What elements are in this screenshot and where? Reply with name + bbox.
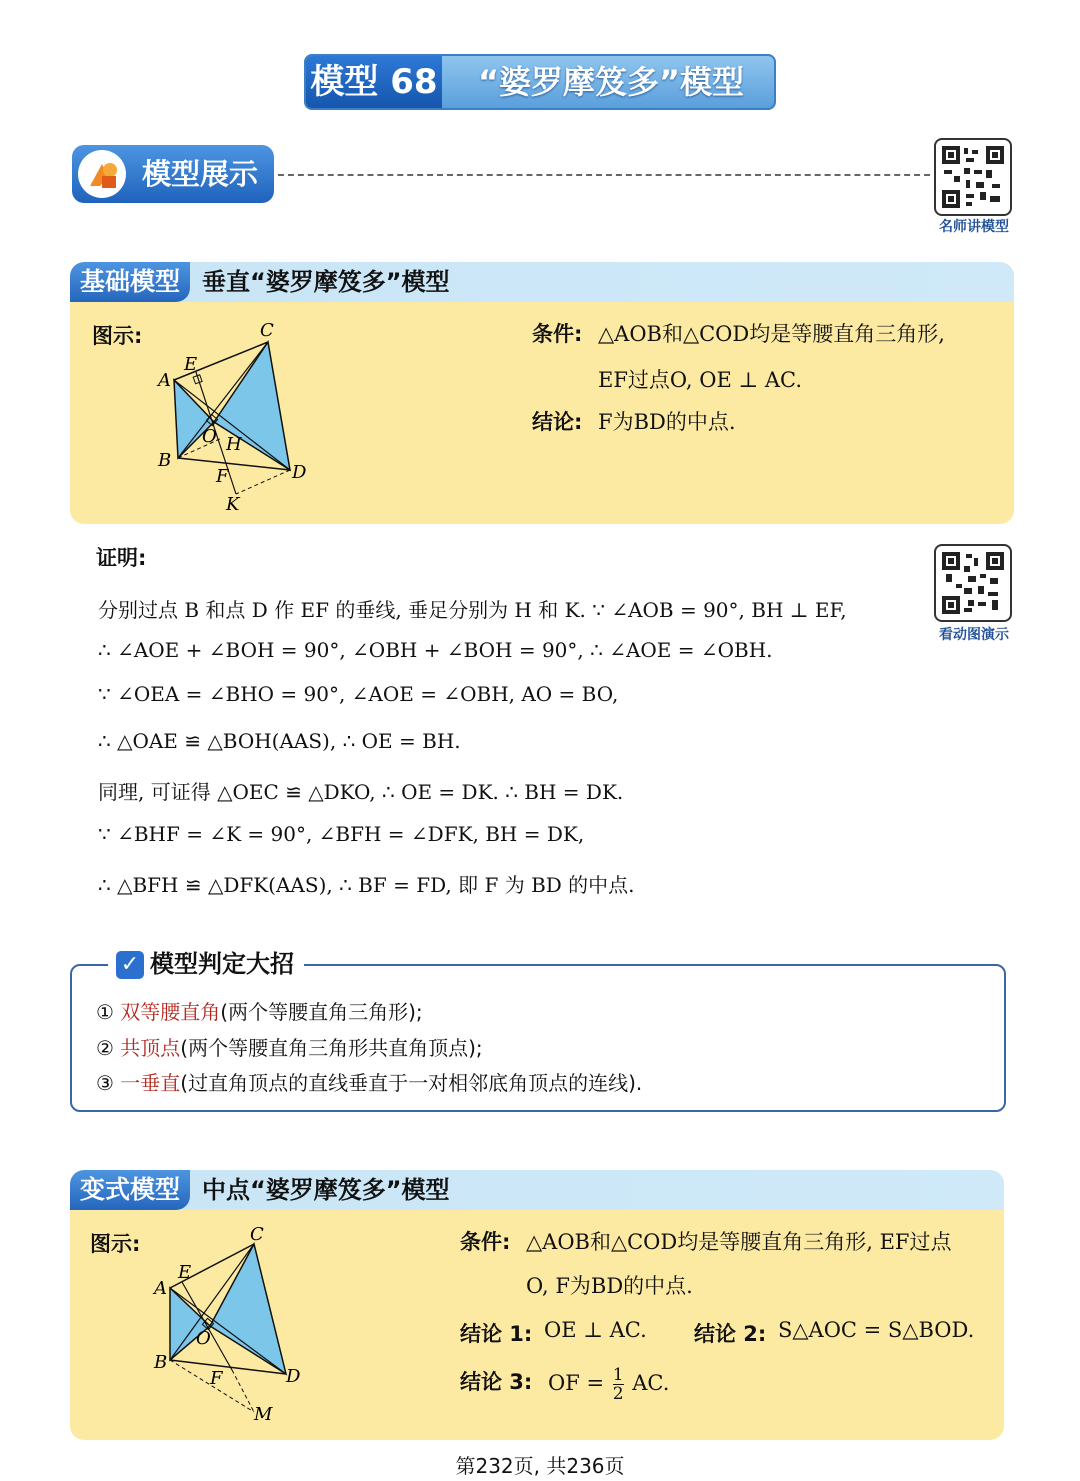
model-number: 模型 68 xyxy=(306,56,442,108)
label-e: E xyxy=(184,354,198,375)
variant-conclusion1: OE ⊥ AC. xyxy=(544,1318,647,1342)
checkmark-icon: ✓ xyxy=(116,951,144,979)
proof-line-2: ∴ ∠AOE + ∠BOH = 90°, ∠OBH + ∠BOH = 90°, ∴ ∠AOE = ∠OBH. xyxy=(98,638,773,662)
qr-label-teacher: 名师讲模型 xyxy=(939,219,1009,235)
basic-figure-label: 图示: xyxy=(92,324,143,348)
conclusion3-prefix: OF = xyxy=(548,1371,605,1395)
variant-conclusion3-label: 结论 3: xyxy=(460,1370,533,1394)
shapes-icon xyxy=(78,150,126,198)
triangle-cod xyxy=(210,1244,286,1374)
judge-item xyxy=(96,1032,483,1061)
variant-model-header xyxy=(70,1170,1004,1210)
section-divider xyxy=(278,174,930,176)
fraction-denominator: 2 xyxy=(612,1384,624,1404)
judge-item xyxy=(96,996,423,1025)
label-c: C xyxy=(260,320,274,341)
judge-item-desc: (两个等腰直角三角形共直角顶点); xyxy=(180,1036,483,1060)
label-k: K xyxy=(226,494,240,514)
basic-model-figure xyxy=(150,314,350,514)
section-title: 模型展示 xyxy=(142,157,259,191)
basic-condition-1: △AOB和△COD均是等腰直角三角形, xyxy=(598,322,945,346)
label-o: O xyxy=(196,1328,211,1349)
label-e: E xyxy=(178,1262,192,1283)
basic-model-tag: 基础模型 xyxy=(70,262,190,302)
fraction-half xyxy=(613,1366,624,1403)
basic-condition-2: EF过点O, OE ⊥ AC. xyxy=(598,368,803,392)
label-b: B xyxy=(158,450,172,471)
judge-item-number: ① xyxy=(96,1000,114,1024)
label-f: F xyxy=(210,1368,223,1389)
judge-title: 模型判定大招 xyxy=(150,950,294,978)
judge-item-key: 一垂直 xyxy=(120,1071,181,1095)
qr-code-teacher[interactable] xyxy=(934,138,1012,216)
judge-item-key: 共顶点 xyxy=(120,1036,181,1060)
judge-item-desc: (过直角顶点的直线垂直于一对相邻底角顶点的连线). xyxy=(180,1071,643,1095)
proof-heading: 证明: xyxy=(96,546,147,570)
label-a: A xyxy=(154,1278,167,1299)
variant-condition-1: △AOB和△COD均是等腰直角三角形, EF过点 xyxy=(526,1230,952,1254)
judge-header xyxy=(108,946,304,982)
page-number: 第232页, 共236页 xyxy=(455,1454,625,1478)
section-header xyxy=(72,145,274,203)
label-f: F xyxy=(216,466,229,487)
triangle-aob xyxy=(170,1288,210,1360)
proof-line-4: ∴ △OAE ≌ △BOH(AAS), ∴ OE = BH. xyxy=(98,729,461,753)
proof-line-7: ∴ △BFH ≌ △DFK(AAS), ∴ BF = FD, 即 F 为 BD 的中点. xyxy=(98,873,635,897)
label-m: M xyxy=(254,1404,273,1425)
label-a: A xyxy=(158,370,171,391)
basic-conclusion: F为BD的中点. xyxy=(598,410,736,434)
variant-model-figure xyxy=(150,1226,320,1426)
variant-conclusion2-label: 结论 2: xyxy=(694,1322,767,1346)
label-d: D xyxy=(292,462,307,483)
qr-icon xyxy=(942,552,1004,614)
judge-item-key: 双等腰直角 xyxy=(120,1000,221,1024)
qr-code-animation[interactable] xyxy=(934,544,1012,622)
basic-model-panel xyxy=(70,262,1014,524)
judge-item-number: ② xyxy=(96,1036,114,1060)
proof-line-5: 同理, 可证得 △OEC ≌ △DKO, ∴ OE = DK. ∴ BH = DK. xyxy=(98,780,624,804)
title-banner xyxy=(304,54,776,110)
variant-condition-label: 条件: xyxy=(460,1230,511,1254)
qr-icon xyxy=(942,146,1004,208)
basic-conclusion-label: 结论: xyxy=(532,410,583,434)
qr-label-animation: 看动图演示 xyxy=(939,627,1009,643)
judge-item-number: ③ xyxy=(96,1071,114,1095)
variant-figure-label: 图示: xyxy=(90,1232,141,1256)
proof-line-1: 分别过点 B 和点 D 作 EF 的垂线, 垂足分别为 H 和 K. ∵ ∠AOB = 90°, BH ⊥ EF, xyxy=(98,598,847,622)
judge-item-desc: (两个等腰直角三角形); xyxy=(220,1000,423,1024)
judge-item xyxy=(96,1067,642,1096)
basic-condition-label: 条件: xyxy=(532,322,583,346)
proof-line-3: ∵ ∠OEA = ∠BHO = 90°, ∠AOE = ∠OBH, AO = BO, xyxy=(98,682,619,706)
variant-condition-2: O, F为BD的中点. xyxy=(526,1274,693,1298)
conclusion3-suffix: AC. xyxy=(632,1371,670,1395)
variant-model-panel xyxy=(70,1170,1004,1440)
label-d: D xyxy=(286,1366,301,1387)
label-b: B xyxy=(154,1352,168,1373)
label-o: O xyxy=(202,426,217,447)
variant-conclusion2: S△AOC = S△BOD. xyxy=(778,1318,975,1342)
proof-line-6: ∵ ∠BHF = ∠K = 90°, ∠BFH = ∠DFK, BH = DK, xyxy=(98,822,585,846)
variant-model-tag: 变式模型 xyxy=(70,1170,190,1210)
variant-conclusion3 xyxy=(548,1366,669,1403)
label-h: H xyxy=(226,434,242,455)
basic-model-header xyxy=(70,262,1014,302)
fraction-numerator: 1 xyxy=(612,1365,624,1385)
model-name: “婆罗摩笈多”模型 xyxy=(477,63,745,101)
basic-model-title: 垂直“婆罗摩笈多”模型 xyxy=(202,268,450,296)
variant-model-title: 中点“婆罗摩笈多”模型 xyxy=(202,1176,450,1204)
variant-conclusion1-label: 结论 1: xyxy=(460,1322,533,1346)
label-c: C xyxy=(250,1226,264,1245)
